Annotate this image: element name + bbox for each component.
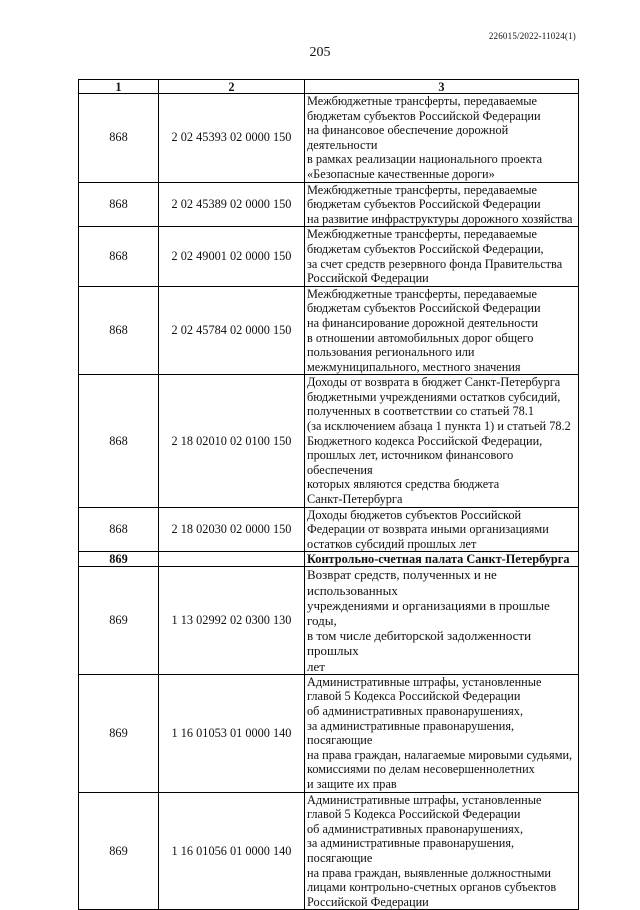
column-header-2: 2 [159,80,305,94]
table-row [79,375,579,507]
admin-code-cell: 869 [79,567,159,674]
table-row [79,286,579,375]
description-cell: Межбюджетные трансферты, передаваемые бюджетам субъектов Российской Федерации, за счет средств резервного фонда Правительства Российской Федерации [305,227,579,286]
kbk-code-cell: 1 16 01053 01 0000 140 [159,674,305,792]
admin-code-cell: 868 [79,286,159,375]
section-header-row [79,552,579,567]
table-row [79,674,579,792]
kbk-code-cell: 1 16 01056 01 0000 140 [159,792,305,910]
table-row [79,507,579,552]
document-code: 226015/2022-11024(1) [488,31,576,41]
description-cell: Административные штрафы, установленные главой 5 Кодекса Российской Федерации об административных правонарушениях, за административные правонарушения, посягающие на права граждан, выявленные должностными лицами контрольно-счетных органов субъектов Российской Федерации [305,792,579,910]
kbk-code-cell: 2 02 45393 02 0000 150 [159,94,305,183]
admin-code-cell: 868 [79,182,159,227]
description-cell: Межбюджетные трансферты, передаваемые бюджетам субъектов Российской Федерации на финансирование дорожной деятельности в отношении автомобильных дорог общего пользования регионального или межмуниципального, местного значения [305,286,579,375]
admin-code-cell: 869 [79,792,159,910]
admin-code-cell: 869 [79,674,159,792]
section-empty-cell [159,552,305,567]
kbk-code-cell: 2 18 02030 02 0000 150 [159,507,305,552]
description-cell: Межбюджетные трансферты, передаваемые бюджетам субъектов Российской Федерации на финансовое обеспечение дорожной деятельности в рамках реализации национального проекта «Безопасные качественные дороги» [305,94,579,183]
table-header-row [79,80,579,94]
kbk-code-cell: 2 02 45389 02 0000 150 [159,182,305,227]
page-number: 205 [309,45,331,60]
admin-code-cell: 868 [79,375,159,507]
description-cell: Возврат средств, полученных и не использованных учреждениями и организациями в прошлые годы, в том числе дебиторской задолженности прошлых лет [305,567,579,674]
kbk-code-cell: 2 18 02010 02 0100 150 [159,375,305,507]
column-header-3: 3 [305,80,579,94]
description-cell: Межбюджетные трансферты, передаваемые бюджетам субъектов Российской Федерации на развитие инфраструктуры дорожного хозяйства [305,182,579,227]
kbk-code-cell: 2 02 49001 02 0000 150 [159,227,305,286]
table-row [79,227,579,286]
section-admin-code: 869 [79,552,159,567]
table-row [79,94,579,183]
kbk-code-cell: 2 02 45784 02 0000 150 [159,286,305,375]
admin-code-cell: 868 [79,227,159,286]
description-cell: Доходы от возврата в бюджет Санкт-Петербурга бюджетными учреждениями остатков субсидий, полученных в соответствии со статьей 78.1 (за исключением абзаца 1 пункта 1) и статьей 78.2 Бюджетного кодекса Российской Федерации, прошлых лет, источником финансового обеспечения которых являются средства бюджета Санкт-Петербурга [305,375,579,507]
kbk-code-cell: 1 13 02992 02 0300 130 [159,567,305,674]
section-title: Контрольно-счетная палата Санкт-Петербурга [305,552,579,567]
table-row [79,792,579,910]
table-row [79,182,579,227]
table-row [79,567,579,674]
admin-code-cell: 868 [79,507,159,552]
description-cell: Доходы бюджетов субъектов Российской Федерации от возврата иными организациями остатков субсидий прошлых лет [305,507,579,552]
admin-code-cell: 868 [79,94,159,183]
revenue-codes-table [78,79,579,910]
column-header-1: 1 [79,80,159,94]
description-cell: Административные штрафы, установленные главой 5 Кодекса Российской Федерации об административных правонарушениях, за административные правонарушения, посягающие на права граждан, налагаемые мировыми судьями, комиссиями по делам несовершеннолетних и защите их прав [305,674,579,792]
